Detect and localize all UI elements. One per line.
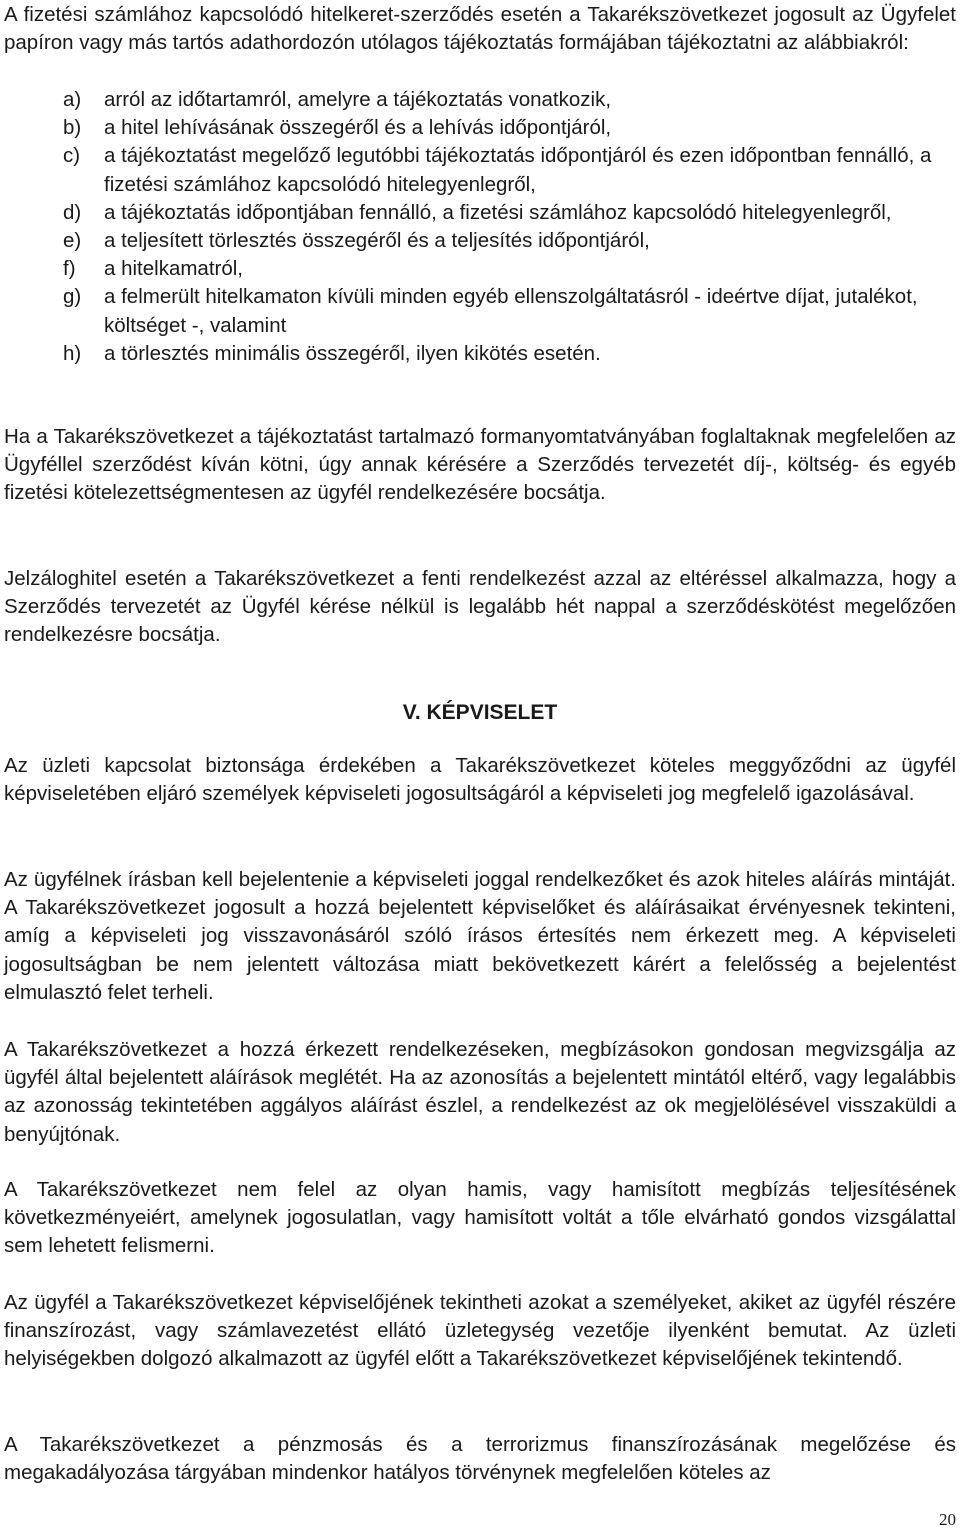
paragraph-money-laundering: A Takarékszövetkezet a pénzmosás és a terrorizmus finanszírozásának megelőzése és megakadályozása tárgyában mindenkor hatályos törvénynek megfelelően köteles az: [4, 1433, 956, 1485]
list-item: [4, 199, 956, 227]
list-item: [4, 227, 956, 255]
list-item: [4, 86, 956, 114]
paragraph-contract-draft: Ha a Takarékszövetkezet a tájékoztatást tartalmazó formanyomtatványában foglaltaknak megfelelően az Ügyféllel szerződést kíván kötni, úgy annak kérésére a Szerződés tervezetét díj-, költség- és egyéb fizetési kötelezettségmentesen az ügyfél rendelkezésére bocsátja.: [4, 425, 956, 505]
list-item: [4, 142, 956, 198]
section-title: V. KÉPVISELET: [402, 701, 558, 724]
list-item-text: a felmerült hitelkamaton kívüli minden egyéb ellenszolgáltatásról - ideértve díjat, jutalékot, költséget -, valamint: [104, 285, 918, 337]
paragraph-signature-verification: A Takarékszövetkezet a hozzá érkezett rendelkezéseken, megbízásokon gondosan megvizsgálja az ügyfél által bejelentett aláírások meglétét. Ha az azonosítás a bejelentett mintától eltérő, vagy legalábbis az azonosság tekintetében aggályos aláírást észlel, a rendelkezést az ok megjelölésével visszaküldi a benyújtónak.: [4, 1038, 956, 1146]
paragraph-mortgage: Jelzáloghitel esetén a Takarékszövetkezet a fenti rendelkezést azzal az eltéréssel alkalmazza, hogy a Szerződés tervezetét az Ügyfél kérése nélkül is legalább hét nappal a szerződéskötést megelőzően rendelkezésre bocsátja.: [4, 567, 956, 647]
paragraph-forgery-liability: A Takarékszövetkezet nem felel az olyan hamis, vagy hamisított megbízás teljesítésének következményeiért, amelynek jogosulatlan, vagy hamisított voltát a tőle elvárható gondos vizsgálattal sem lehetett felismerni.: [4, 1178, 956, 1258]
list-item-text: arról az időtartamról, amelyre a tájékoztatás vonatkozik,: [104, 88, 612, 111]
list-item-text: a hitelkamatról,: [104, 257, 244, 281]
paragraph-representation-check: Az üzleti kapcsolat biztonsága érdekében a Takarékszövetkezet köteles meggyőződni az ügyfél képviseletében eljáró személyek képviseleti jogosultságáról a képviseleti jog megfelelő igazolásával.: [4, 754, 956, 806]
list-marker: b): [63, 116, 82, 140]
information-list: [4, 86, 956, 368]
list-item: [4, 255, 956, 283]
list-marker: h): [63, 341, 82, 365]
page-number: 20: [939, 1510, 956, 1529]
list-item: [4, 340, 956, 368]
intro-paragraph: A fizetési számlához kapcsolódó hitelkeret-szerződés esetén a Takarékszövetkezet jogosult az Ügyfelet papíron vagy más tartós adathordozón utólagos tájékoztatás formájában tájékoztatni az alábbiakról:: [4, 3, 956, 55]
list-marker: e): [63, 229, 82, 253]
list-item-text: a tájékoztatás időpontjában fennálló, a fizetési számlához kapcsolódó hitelegyenlegről,: [104, 200, 892, 224]
paragraph-representatives: Az ügyfél a Takarékszövetkezet képviselőjének tekintheti azokat a személyeket, akiket az ügyfél részére finanszírozást, vagy számlavezetést ellátó üzletegység vezetője ilyenként bemutat. Az üzleti helyiségekben dolgozó alkalmazott az ügyfél előtt a Takarékszövetkezet képviselőjének tekintendő.: [4, 1291, 956, 1371]
list-marker: f): [63, 257, 76, 281]
list-marker: c): [63, 144, 81, 168]
list-item-text: a tájékoztatást megelőző legutóbbi tájékoztatás időpontjáról és ezen időpontban fennálló, a fizetési számlához kapcsolódó hitelegyenlegről,: [104, 144, 932, 196]
list-marker: g): [63, 285, 82, 309]
list-marker: d): [63, 200, 82, 224]
list-marker: a): [63, 88, 82, 111]
list-item-text: a törlesztés minimális összegéről, ilyen kikötés esetén.: [104, 341, 601, 365]
list-item-text: a hitel lehívásának összegéről és a lehívás időpontjáról,: [104, 116, 612, 140]
list-item-text: a teljesített törlesztés összegéről és a teljesítés időpontjáról,: [104, 229, 650, 253]
list-item: [4, 283, 956, 339]
list-item: [4, 114, 956, 142]
paragraph-signature-specimen: Az ügyfélnek írásban kell bejelentenie a képviseleti joggal rendelkezőket és azok hiteles aláírás mintáját. A Takarékszövetkezet jogosult a hozzá bejelentett képviselőket és aláírásaikat érvényesnek tekinteni, amíg a képviseleti jog visszavonásáról szóló írásos értesítés nem érkezett meg. A képviseleti jogosultságban be nem jelentett változása miatt bekövetkezett kárért a felelősség a bejelentést elmulasztó felet terheli.: [4, 868, 956, 1004]
